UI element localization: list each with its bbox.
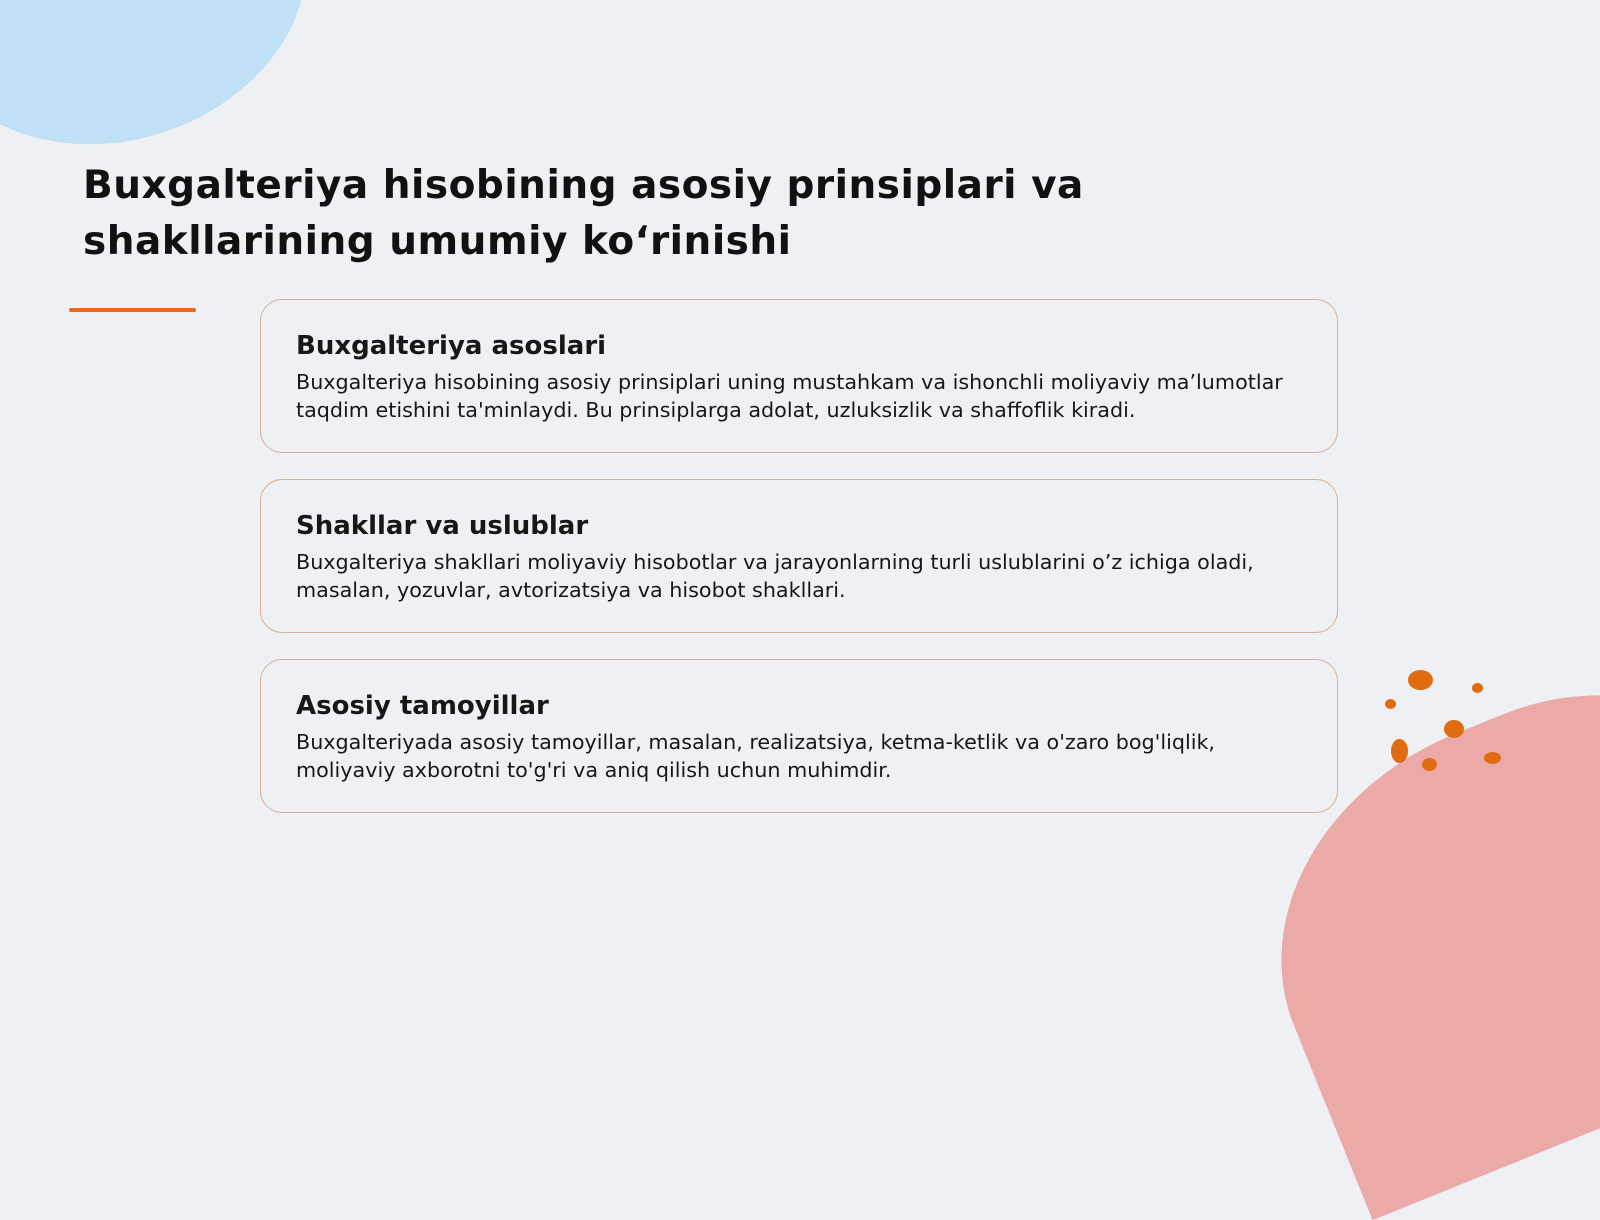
title-accent-line (69, 308, 196, 312)
orange-dot (1484, 752, 1501, 764)
card-heading: Buxgalteriya asoslari (296, 331, 607, 361)
orange-dot (1385, 699, 1396, 709)
card-body: Buxgalteriya hisobining asosiy prinsiplari uning mustahkam va ishonchli moliyaviy ma’lumotlar taqdim etishini ta'minlaydi. Bu prinsiplarga adolat, uzluksizlik va shaffoflik kiradi. (296, 370, 1283, 422)
card-heading: Shakllar va uslublar (296, 511, 589, 541)
orange-dot (1422, 758, 1437, 771)
orange-dot (1408, 670, 1433, 690)
orange-dot (1391, 739, 1408, 763)
card-body: Buxgalteriya shakllari moliyaviy hisobotlar va jarayonlarning turli uslublarini o’z ichiga oladi, masalan, yozuvlar, avtorizatsiya va hisobot shakllari. (296, 550, 1254, 602)
decorative-orange-dots (1380, 670, 1530, 800)
orange-dot (1444, 720, 1464, 738)
card-body: Buxgalteriyada asosiy tamoyillar, masalan, realizatsiya, ketma-ketlik va o'zaro bog'liqlik, moliyaviy axborotni to'g'ri va aniq qilish uchun muhimdir. (296, 730, 1215, 782)
orange-dot (1472, 683, 1483, 693)
slide-title: Buxgalteriya hisobining asosiy prinsiplari va shakllarining umumiy ko‘rinishi (83, 163, 1084, 264)
card-heading: Asosiy tamoyillar (296, 691, 549, 721)
card-buxgalteriya-asoslari (260, 299, 1338, 453)
card-shakllar-va-uslublar (260, 479, 1338, 633)
card-asosiy-tamoyillar (260, 659, 1338, 813)
